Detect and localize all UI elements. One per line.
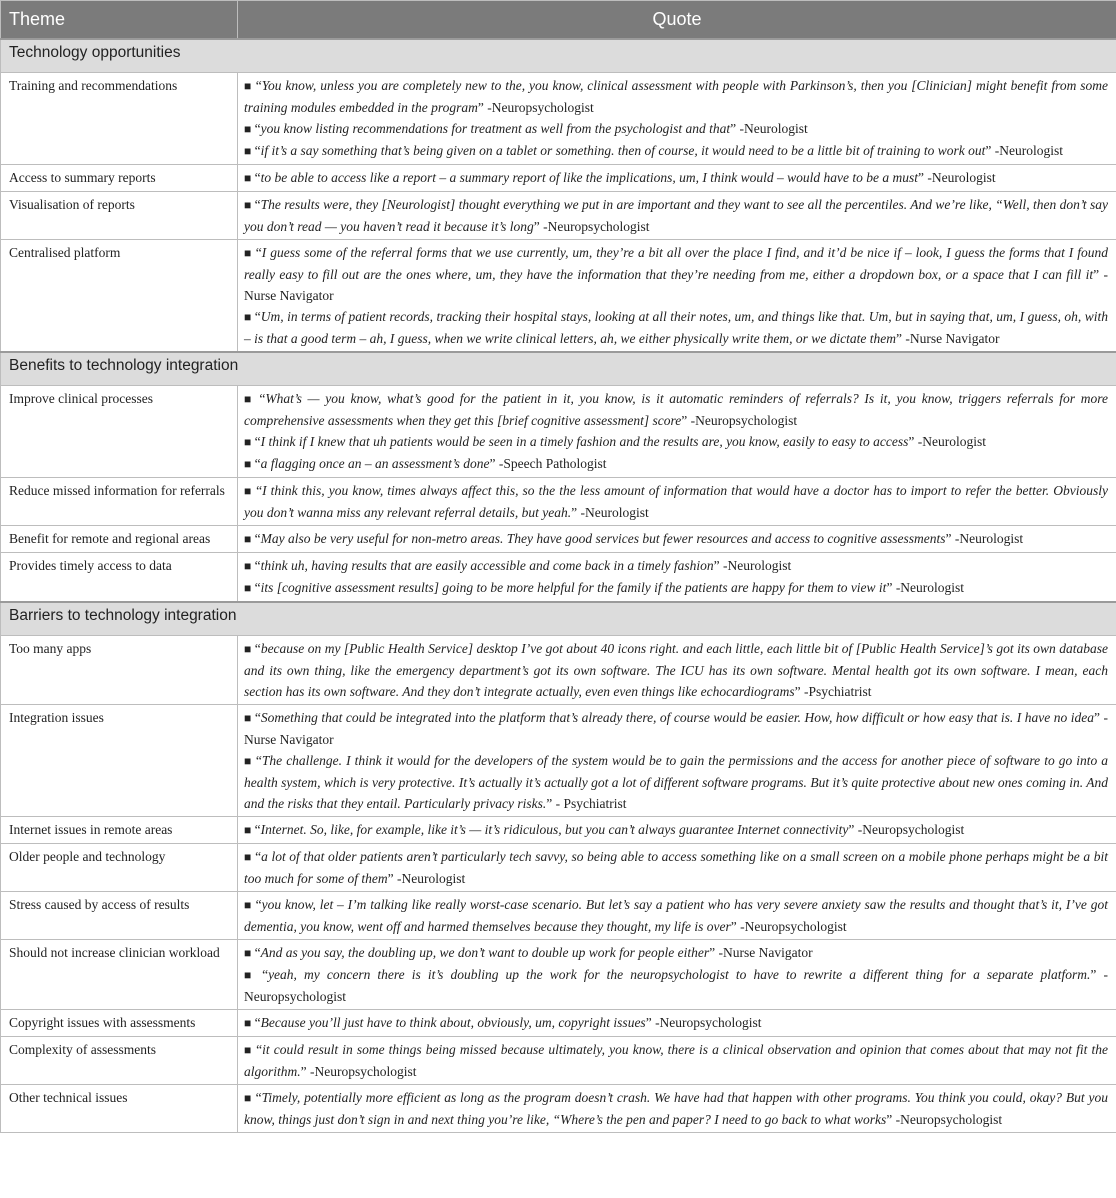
bullet-icon: ■	[244, 171, 252, 185]
theme-cell: Integration issues	[1, 705, 238, 817]
quote-text: The results were, they [Neurologist] thought everything we put in are important and they want to see all the percentiles. And we’re like, “Well, then don’t say you don’t read — you haven’t read it because it’s long	[244, 197, 1109, 234]
quote-source: -Neuropsychologist	[244, 967, 1108, 1004]
quote-item: ■ “The results were, they [Neurologist] thought everything we put in are important and they want to see all the percentiles. And we’re like, “Well, then don’t say you don’t read — you haven’t read it because it’s long” -Neuropsychologist	[244, 197, 1109, 234]
quote-cell	[238, 526, 1116, 553]
theme-cell: Too many apps	[1, 636, 238, 705]
quote-item: ■ “I think this, you know, times always affect this, so the the less amount of information that would have a doctor has to import to refer the better. Obviously you don’t wanna miss any relevant referral details, but yeah.” -Neurologist	[244, 483, 1108, 520]
quote-cell	[238, 1085, 1116, 1133]
quote-item: ■ “I think if I knew that uh patients would be seen in a timely fashion and the results are, you know, easily to easy to access” -Neurologist	[244, 434, 987, 449]
theme-cell: Stress caused by access of results	[1, 892, 238, 940]
quote-source: -Neurologist	[739, 121, 808, 136]
section-title: Barriers to technology integration	[1, 602, 1116, 636]
bullet-icon: ■	[244, 79, 252, 93]
quote-source: -Neuropsychologist	[740, 919, 847, 934]
quote-item: ■ “because on my [Public Health Service] desktop I’ve got about 40 icons right. and each little, each little bit of [Public Health Service]’s got its own database and its own thing, like the emergency department’s got its own software. The ICU has its own software. Mental health got its own software. I mean, each section has its own software. And they don’t integrate actually, even even things like echocardiograms” -Psychiatrist	[244, 641, 1109, 699]
quote-text: Timely, potentially more efficient as long as the program doesn’t crash. We have had that happen with other programs. You think you could, okay? But you know, things just don’t sign in and next thing you’re like, “Where’s the pen and paper? I need to go back to what works	[244, 1090, 1109, 1127]
quote-item: ■ “it could result in some things being missed because ultimately, you know, there is a clinical observation and opinion that comes about that may not fit the algorithm.” -Neuropsychologist	[244, 1042, 1108, 1079]
bullet-icon: ■	[244, 122, 252, 136]
bullet-icon: ■	[244, 532, 252, 546]
table-row	[1, 192, 1116, 240]
table-body	[1, 39, 1116, 1133]
bullet-icon: ■	[244, 642, 252, 656]
table-row	[1, 526, 1116, 553]
quote-text: The challenge. I think it would for the developers of the system would be to gain the permissions and the access for another piece of software to go into a health system, which is very protective. It’s actually it’s actually got a lot of different software programs. But it’s quite protective about new ones coming in. And and the risks that they entail. Particularly privacy risks.	[244, 753, 1109, 811]
bullet-icon: ■	[244, 144, 252, 158]
bullet-icon: ■	[244, 457, 252, 471]
quote-source: -Neurologist	[917, 434, 987, 449]
table-row	[1, 478, 1116, 526]
theme-cell: Training and recommendations	[1, 73, 238, 165]
quote-item: ■ “I guess some of the referral forms that we use currently, um, they’re a bit all over the place I find, and it’d be nice if – look, I guess the forms that I found really easy to fill out are the ones where, um, they have the information that they’re needing from me, either a dropdown box, or a space that I can fill it” -Nurse Navigator	[244, 245, 1108, 303]
quote-text: because on my [Public Health Service] desktop I’ve got about 40 icons right. and each little, each little bit of [Public Health Service]’s got its own database and its own thing, like the emergency department’s got its own software. The ICU has its own software. Mental health got its own software. I mean, each section has its own software. And they don’t integrate actually, even even things like echocardiograms	[244, 641, 1109, 699]
quote-text: you know listing recommendations for treatment as well from the psychologist and that	[260, 121, 731, 136]
table-row	[1, 1010, 1116, 1037]
quote-text: You know, unless you are completely new to the, you know, clinical assessment with people with Parkinson’s, then you [Clinician] might benefit from some training modules embedded in the program	[244, 78, 1108, 115]
section-title: Technology opportunities	[1, 39, 1116, 73]
quote-source: - Psychiatrist	[555, 796, 627, 811]
quote-text: a flagging once an – an assessment’s done	[260, 456, 490, 471]
bullet-icon: ■	[244, 823, 252, 837]
quote-item: ■ “yeah, my concern there is it’s doubling up the work for the neuropsychologist to have to rewrite a different thing for a separate platform.” -Neuropsychologist	[244, 967, 1108, 1004]
quote-text: Something that could be integrated into the platform that’s already there, of course would be easier. How, how difficult or how easy that is. I have no idea	[260, 710, 1094, 725]
quote-item: ■ “a flagging once an – an assessment’s done” -Speech Pathologist	[244, 456, 607, 471]
bullet-icon: ■	[244, 968, 255, 982]
quote-cell	[238, 817, 1116, 844]
quote-cell	[238, 636, 1116, 705]
section-header	[1, 602, 1116, 636]
quote-item: ■ “you know, let – I’m talking like really worst-case scenario. But let’s say a patient who has very severe anxiety saw the results and thought that’s it, I’ve got dementia, you know, went off and harmed themselves because they thought, my life is over” -Neuropsychologist	[244, 897, 1108, 934]
quote-source: -Neurologist	[895, 580, 965, 595]
table-row	[1, 636, 1116, 705]
theme-cell: Reduce missed information for referrals	[1, 478, 238, 526]
table-header	[1, 1, 1116, 40]
theme-cell: Centralised platform	[1, 240, 238, 353]
quote-text: think uh, having results that are easily accessible and come back in a timely fashion	[260, 558, 714, 573]
quote-source: -Neuropsychologist	[857, 822, 965, 837]
quote-text: a lot of that older patients aren’t particularly tech savvy, so being able to access something like on a small screen on a mobile phone perhaps might be a bit too much for some of them	[244, 849, 1108, 886]
theme-cell: Older people and technology	[1, 844, 238, 892]
table-row	[1, 1037, 1116, 1085]
quote-source: -Neuropsychologist	[487, 100, 594, 115]
quote-text: And as you say, the doubling up, we don’t want to double up work for people either	[260, 945, 710, 960]
bullet-icon: ■	[244, 1016, 252, 1030]
theme-cell: Visualisation of reports	[1, 192, 238, 240]
quote-item: ■ “you know listing recommendations for treatment as well from the psychologist and that” -Neurologist	[244, 121, 808, 136]
quote-source: -Speech Pathologist	[498, 456, 607, 471]
quote-cell	[238, 240, 1116, 353]
quote-cell	[238, 478, 1116, 526]
quote-cell	[238, 1037, 1116, 1085]
section-header	[1, 352, 1116, 386]
quote-source: -Neurologist	[396, 871, 466, 886]
bullet-icon: ■	[244, 435, 252, 449]
quote-text: Um, in terms of patient records, tracking their hospital stays, looking at all their notes, um, and things like that. Um, but in saying that, um, I guess, oh, with – is that a good term – ah, I guess, when we write clinical letters, ah, we either physically write them, or we dictate them	[244, 309, 1108, 346]
quote-text: if it’s a say something that’s being given on a tablet or something. then of course, it would need to be a little bit of training to work out	[260, 143, 986, 158]
quote-source: -Neuropsychologist	[690, 413, 798, 428]
theme-cell: Should not increase clinician workload	[1, 940, 238, 1010]
quote-item: ■ “May also be very useful for non-metro areas. They have good services but fewer resources and access to cognitive assessments” -Neurologist	[244, 531, 1024, 546]
section-title: Benefits to technology integration	[1, 352, 1116, 386]
bullet-icon: ■	[244, 898, 252, 912]
bullet-icon: ■	[244, 1043, 252, 1057]
quote-item: ■ “a lot of that older patients aren’t particularly tech savvy, so being able to access something like on a small screen on a mobile phone perhaps might be a bit too much for some of them” -Neurologist	[244, 849, 1108, 886]
quote-text: I think this, you know, times always affect this, so the the less amount of information that would have a doctor has to import to refer the better. Obviously you don’t wanna miss any relevant referral details, but yeah.	[244, 483, 1108, 520]
quote-source: -Neuropsychologist	[895, 1112, 1003, 1127]
table-row	[1, 165, 1116, 192]
bullet-icon: ■	[244, 484, 252, 498]
table-row	[1, 1085, 1116, 1133]
table-row	[1, 553, 1116, 603]
quote-cell	[238, 940, 1116, 1010]
theme-cell: Copyright issues with assessments	[1, 1010, 238, 1037]
quote-cell	[238, 165, 1116, 192]
quote-text: I think if I knew that uh patients would be seen in a timely fashion and the results are, you know, easily to easy to access	[260, 434, 909, 449]
quote-item: ■ “Something that could be integrated into the platform that’s already there, of course would be easier. How, how difficult or how easy that is. I have no idea” -Nurse Navigator	[244, 710, 1108, 747]
quote-source: -Psychiatrist	[804, 684, 872, 699]
quote-item: ■ “The challenge. I think it would for the developers of the system would be to gain the permissions and the access for another piece of software to go into a health system, which is very protective. It’s actually it’s actually got a lot of different software programs. But it’s quite protective about new ones coming in. And and the risks that they entail. Particularly privacy risks.” - Psychiatrist	[244, 753, 1109, 811]
quote-text: I guess some of the referral forms that we use currently, um, they’re a bit all over the place I find, and it’d be nice if – look, I guess the forms that I found really easy to fill out are the ones where, um, they have the information that they’re needing from me, either a dropdown box, or a space that I can fill it	[244, 245, 1108, 282]
bullet-icon: ■	[244, 392, 254, 406]
quote-cell	[238, 553, 1116, 603]
quote-item: ■ “Internet. So, like, for example, like it’s — it’s ridiculous, but you can’t always guarantee Internet connectivity” -Neuropsychologist	[244, 822, 965, 837]
table-row	[1, 817, 1116, 844]
bullet-icon: ■	[244, 754, 252, 768]
table-row	[1, 73, 1116, 165]
quote-source: -Neurologist	[954, 531, 1024, 546]
theme-cell: Internet issues in remote areas	[1, 817, 238, 844]
theme-cell: Improve clinical processes	[1, 386, 238, 478]
bullet-icon: ■	[244, 850, 252, 864]
table-row	[1, 240, 1116, 353]
quote-text: to be able to access like a report – a summary report of like the implications, um, I think would – would have to be a must	[260, 170, 919, 185]
quote-source: -Nurse Navigator	[244, 267, 1108, 303]
quote-item: ■ “its [cognitive assessment results] going to be more helpful for the family if the patients are happy for them to view it” -Neurologist	[244, 580, 965, 595]
theme-cell: Benefit for remote and regional areas	[1, 526, 238, 553]
header-quote: Quote	[238, 1, 1116, 40]
quote-source: -Neurologist	[580, 505, 649, 520]
bullet-icon: ■	[244, 1091, 252, 1105]
quote-source: -Neuropsychologist	[655, 1015, 762, 1030]
header-theme: Theme	[1, 1, 238, 40]
quote-source: -Neuropsychologist	[310, 1064, 417, 1079]
bullet-icon: ■	[244, 946, 252, 960]
section-header	[1, 39, 1116, 73]
quote-text: Internet. So, like, for example, like it’s — it’s ridiculous, but you can’t always guarantee Internet connectivity	[260, 822, 849, 837]
quote-item: ■ “Um, in terms of patient records, tracking their hospital stays, looking at all their notes, um, and things like that. Um, but in saying that, um, I guess, oh, with – is that a good term – ah, I guess, when we write clinical letters, ah, we either physically write them, or we dictate them” -Nurse Navigator	[244, 309, 1108, 346]
quote-text: you know, let – I’m talking like really worst-case scenario. But let’s say a patient who has very severe anxiety saw the results and thought that’s it, I’ve got dementia, you know, went off and harmed themselves because they thought, my life is over	[244, 897, 1108, 934]
quote-item: ■ “What’s — you know, what’s good for the patient in it, you know, is it automatic reminders of referrals? Is it, you know, triggers referrals for more comprehensive assessments when they get this [brief cognitive assessment] score” -Neuropsychologist	[244, 391, 1108, 428]
table-row	[1, 844, 1116, 892]
quote-source: -Nurse Navigator	[905, 331, 1000, 346]
quote-text: What’s — you know, what’s good for the patient in it, you know, is it automatic reminders of referrals? Is it, you know, triggers referrals for more comprehensive assessments when they get this [brief cognitive assessment] score	[244, 391, 1108, 428]
quote-cell	[238, 705, 1116, 817]
theme-cell: Provides timely access to data	[1, 553, 238, 603]
table-row	[1, 705, 1116, 817]
quote-source: -Neurologist	[927, 170, 996, 185]
quote-item: ■ “think uh, having results that are easily accessible and come back in a timely fashion” -Neurologist	[244, 558, 792, 573]
bullet-icon: ■	[244, 559, 252, 573]
quote-text: yeah, my concern there is it’s doubling up the work for the neuropsychologist to have to rewrite a different thing for a separate platform.	[268, 967, 1091, 982]
quote-item: ■ “And as you say, the doubling up, we don’t want to double up work for people either” -Nurse Navigator	[244, 945, 813, 960]
bullet-icon: ■	[244, 711, 252, 725]
quote-cell	[238, 844, 1116, 892]
table-row	[1, 892, 1116, 940]
quote-cell	[238, 192, 1116, 240]
quote-source: -Neurologist	[723, 558, 792, 573]
quote-item: ■ “Because you’ll just have to think about, obviously, um, copyright issues” -Neuropsychologist	[244, 1015, 762, 1030]
quote-item: ■ “to be able to access like a report – a summary report of like the implications, um, I think would – would have to be a must” -Neurologist	[244, 170, 996, 185]
table-row	[1, 386, 1116, 478]
quote-item: ■ “Timely, potentially more efficient as long as the program doesn’t crash. We have had that happen with other programs. You think you could, okay? But you know, things just don’t sign in and next thing you’re like, “Where’s the pen and paper? I need to go back to what works” -Neuropsychologist	[244, 1090, 1109, 1127]
table-row	[1, 940, 1116, 1010]
quote-item: ■ “You know, unless you are completely new to the, you know, clinical assessment with people with Parkinson’s, then you [Clinician] might benefit from some training modules embedded in the program” -Neuropsychologist	[244, 78, 1108, 115]
quote-cell	[238, 386, 1116, 478]
quote-text: it could result in some things being missed because ultimately, you know, there is a clinical observation and opinion that comes about that may not fit the algorithm.	[244, 1042, 1108, 1079]
quote-source: -Neuropsychologist	[543, 219, 650, 234]
theme-cell: Complexity of assessments	[1, 1037, 238, 1085]
quote-text: May also be very useful for non-metro areas. They have good services but fewer resources and access to cognitive assessments	[260, 531, 946, 546]
bullet-icon: ■	[244, 198, 252, 212]
bullet-icon: ■	[244, 310, 252, 324]
quote-cell	[238, 1010, 1116, 1037]
bullet-icon: ■	[244, 581, 252, 595]
quote-text: Because you’ll just have to think about, obviously, um, copyright issues	[260, 1015, 646, 1030]
bullet-icon: ■	[244, 246, 252, 260]
quote-text: its [cognitive assessment results] going to be more helpful for the family if the patients are happy for them to view it	[260, 580, 887, 595]
quote-cell	[238, 73, 1116, 165]
quote-source: -Nurse Navigator	[718, 945, 813, 960]
quote-item: ■ “if it’s a say something that’s being given on a tablet or something. then of course, it would need to be a little bit of training to work out” -Neurologist	[244, 143, 1063, 158]
quote-source: -Neurologist	[994, 143, 1063, 158]
theme-cell: Access to summary reports	[1, 165, 238, 192]
quote-source: -Nurse Navigator	[244, 710, 1108, 747]
theme-cell: Other technical issues	[1, 1085, 238, 1133]
quote-cell	[238, 892, 1116, 940]
